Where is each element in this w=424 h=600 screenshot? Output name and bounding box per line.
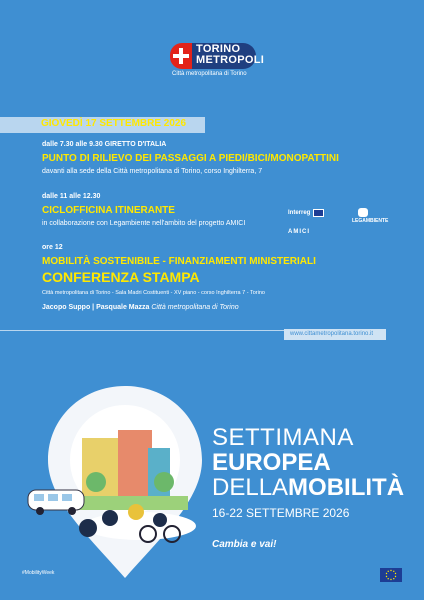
event-2-title: CICLOFFICINA ITINERANTE: [42, 205, 175, 216]
event-3-big-title: CONFERENZA STAMPA: [42, 269, 200, 285]
logo-subtitle: Città metropolitana di Torino: [172, 71, 247, 77]
event-date: GIOVEDÌ 17 SETTEMBRE 2026: [41, 118, 187, 129]
tree-icon: [154, 472, 174, 492]
campaign-title-line1: SETTIMANA: [212, 424, 354, 451]
logo-line1: TORINO: [196, 43, 241, 55]
campaign-title-line3: [212, 476, 404, 500]
legambiente-logo: LEGAMBIENTE: [352, 218, 389, 224]
character-icon: [102, 510, 118, 526]
event-2-time: dalle 11 alle 12.30: [42, 193, 101, 200]
cyclist-icon: [153, 513, 167, 527]
event-3-time: ore 12: [42, 244, 63, 251]
campaign-title-mobilita: MOBILITÀ: [288, 474, 405, 501]
campaign-title-della: DELLA: [212, 474, 289, 501]
character-icon: [128, 504, 144, 520]
campaign-dates: 16-22 SETTEMBRE 2026: [212, 506, 350, 520]
character-icon: [79, 519, 97, 537]
eu-flag-icon: [380, 568, 402, 582]
campaign-tagline: Cambia e vai!: [212, 539, 277, 550]
flag-icon: [170, 43, 192, 69]
speaker-2: Pasquale Mazza: [96, 304, 150, 311]
event-1-description: davanti alla sede della Città metropolitana di Torino, corso Inghilterra, 7: [42, 168, 263, 175]
legambiente-icon: [358, 208, 368, 217]
speaker-separator: |: [90, 304, 97, 311]
eu-mini-flag-icon: [313, 209, 324, 217]
event-1-title: PUNTO DI RILIEVO DEI PASSAGGI A PIEDI/BICI/MONOPATTINI: [42, 153, 339, 164]
building-orange: [118, 430, 152, 496]
event-3-location: Città metropolitana di Torino - Sala Madri Costituenti - XV piano - corso Inghilterra 7 - Torino: [42, 290, 265, 296]
amici-logo: AMICI: [288, 229, 310, 235]
tree-icon: [86, 472, 106, 492]
event-1-time: dalle 7.30 alle 9.30 GIRETTO D'ITALIA: [42, 141, 167, 148]
campaign-title-line2: EUROPEA: [212, 449, 331, 476]
interreg-logo: Interreg: [288, 210, 311, 216]
speaker-affiliation: Città metropolitana di Torino: [149, 304, 239, 311]
event-3-speakers: [42, 304, 239, 311]
logo-wordmark: [196, 44, 264, 66]
grass: [68, 496, 188, 510]
speaker-1: Jacopo Suppo: [42, 304, 91, 311]
logo-line2: METROPOLI: [196, 54, 265, 66]
event-2-description: in collaborazione con Legambiente nell'ambito del progetto AMICI: [42, 220, 246, 227]
torino-metropoli-logo: [170, 43, 270, 81]
event-3-title: MOBILITÀ SOSTENIBILE - FINANZIAMENTI MINISTERIALI: [42, 256, 316, 267]
mobility-illustration: [20, 378, 230, 578]
website-link[interactable]: www.cittametropolitana.torino.it: [290, 331, 374, 337]
hashtag: #MobilityWeek: [22, 570, 55, 576]
